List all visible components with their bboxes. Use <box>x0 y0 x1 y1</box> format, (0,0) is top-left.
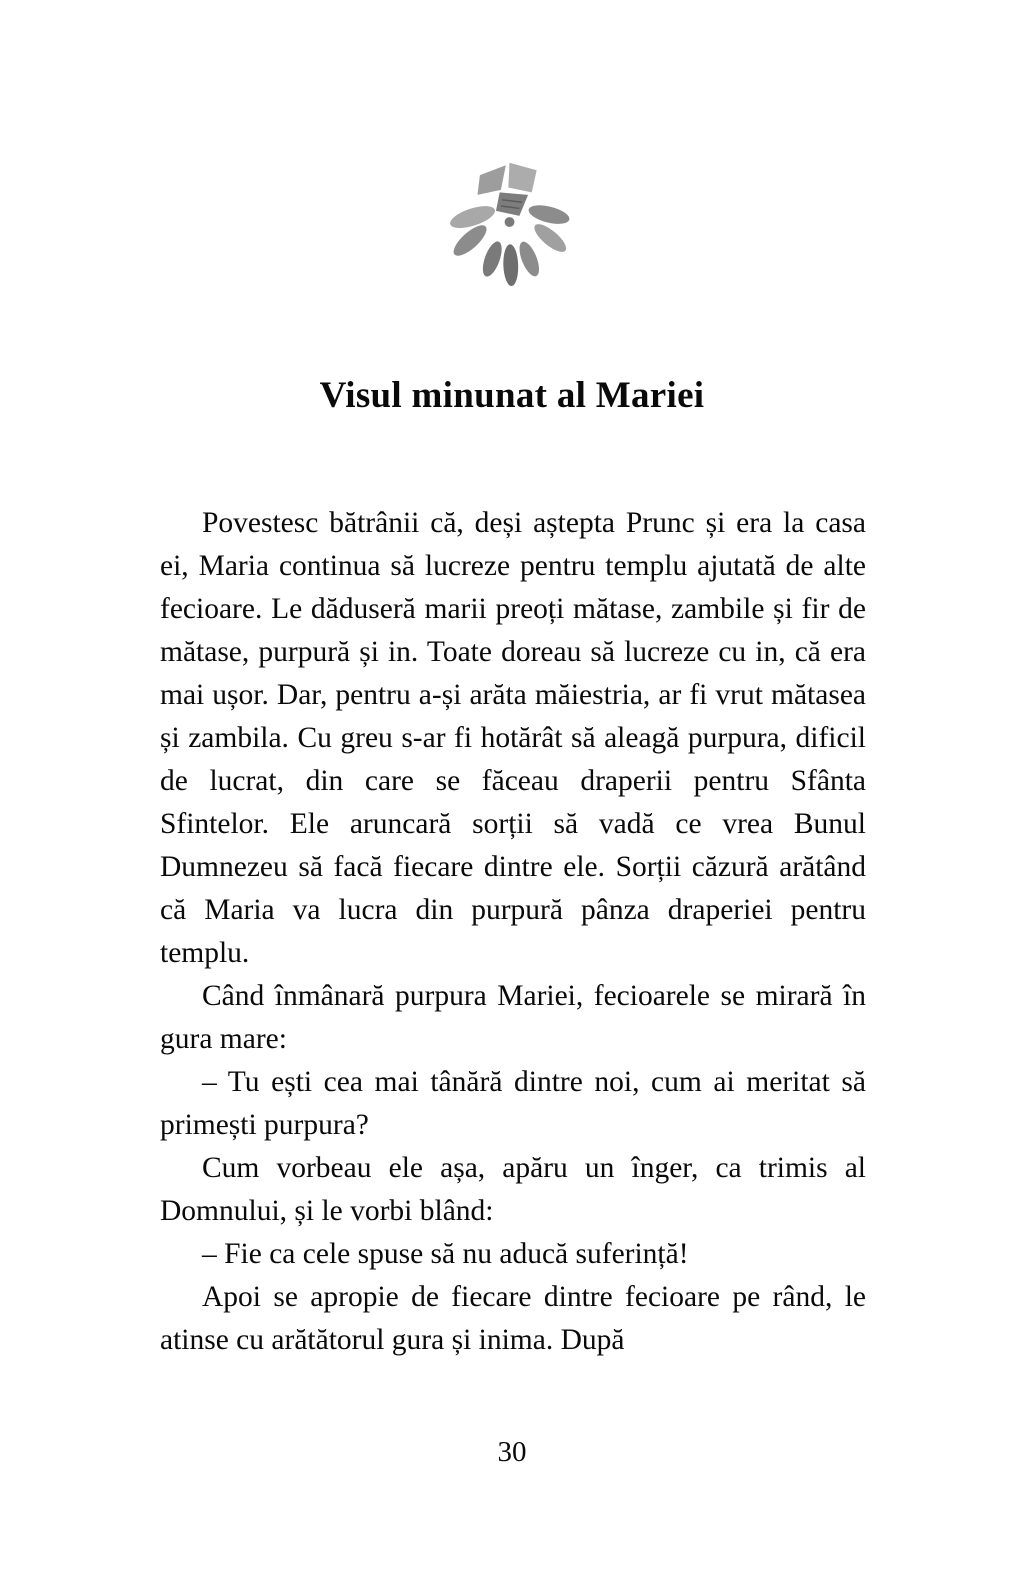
body-text <box>160 502 866 1362</box>
paragraph-dialogue: – Fie ca cele spuse să nu aducă suferință! <box>202 1238 689 1270</box>
paragraph: Cum vorbeau ele așa, apăru un înger, ca trimis al Domnului, și le vorbi blând: <box>160 1152 866 1227</box>
floral-leaf-ornament-icon <box>0 148 1024 301</box>
paragraph-dialogue: – Tu ești cea mai tânără dintre noi, cum ai meritat să primești purpura? <box>160 1066 866 1141</box>
paragraph: Apoi se apropie de fiecare dintre fecioare pe rând, le atinse cu arătătorul gura și inima. După <box>160 1281 866 1356</box>
chapter-title: Visul minunat al Mariei <box>319 375 705 416</box>
paragraph: Când înmânară purpura Mariei, fecioarele se mirară în gura mare: <box>160 980 866 1055</box>
page-number: 30 <box>497 1436 527 1468</box>
paragraph: Povestesc bătrânii că, deși aștepta Prunc și era la casa ei, Maria continua să lucreze pentru templu ajutată de alte fecioare. Le dăduseră marii preoți mătase, zambile și fir de mătase, purpură și in. Toate doreau să lucreze cu in, că era mai ușor. Dar, pentru a-și arăta măiestria, ar fi vrut mătasea și zambila. Cu greu s-ar fi hotărât să aleagă purpura, dificil de lucrat, din care se făceau draperii pentru Sfânta Sfintelor. Ele aruncară sorții să vadă ce vrea Bunul Dumnezeu să facă fiecare dintre ele. Sorții căzură arătând că Maria va lucra din purpură pânza draperiei pentru templu. <box>160 507 866 969</box>
